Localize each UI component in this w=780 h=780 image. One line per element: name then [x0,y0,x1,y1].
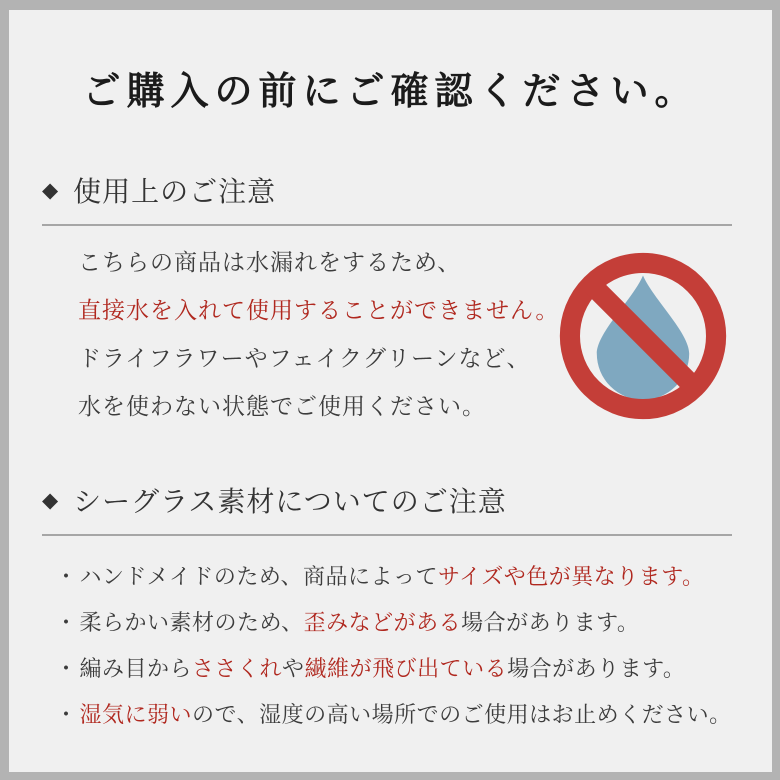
item-text [80,646,686,692]
bullet-dot-icon: ・ [55,656,78,681]
item-text-warning: 歪みなどがある [303,610,462,635]
item-text [80,554,705,600]
section-usage-header [42,170,732,210]
item-text-warning: サイズや色が異なります。 [437,564,705,589]
item-text-plain: 場合があります。 [507,656,686,681]
usage-body [42,238,732,430]
bullet-dot-icon: ・ [55,564,78,589]
usage-text [42,238,559,430]
section-material-header [42,480,732,520]
item-text-plain: 柔らかい素材のため、 [79,610,304,635]
list-item [55,692,732,738]
material-bullet-list [42,554,732,738]
item-text-plain: 編み目から [79,656,193,681]
item-text-plain: ので、湿度の高い場所でのご使用はお止めください。 [192,702,732,727]
usage-line-3: ドライフラワーやフェイクグリーンなど、 [78,345,531,371]
usage-line-1: こちらの商品は水漏れをするため、 [78,249,462,275]
no-water-icon [559,252,727,420]
section-usage [42,170,732,430]
item-text-warning: ささくれ [192,656,283,681]
item-text-plain: 場合があります。 [461,610,640,635]
item-text-plain: や [282,656,305,681]
item-text-warning: 湿気に弱い [79,702,193,727]
section-divider [42,224,732,226]
section-material-heading: シーグラス素材についてのご注意 [73,486,507,517]
bullet-dot-icon: ・ [55,610,78,635]
section-usage-heading: 使用上のご注意 [73,176,277,207]
usage-line-2-warning: 直接水を入れて使用することができません。 [78,297,560,323]
diamond-icon: ◆ [42,178,59,202]
usage-line-4: 水を使わない状態でご使用ください。 [78,393,486,419]
list-item [55,646,732,692]
diamond-icon: ◆ [42,488,59,512]
list-item [55,600,732,646]
list-item [55,554,732,600]
item-text [80,600,640,646]
bullet-dot-icon: ・ [55,702,78,727]
page-title: ご購入の前にご確認ください。 [82,71,699,113]
notice-panel [9,10,772,772]
section-divider [42,534,732,536]
section-material [42,480,732,738]
item-text-plain: ハンドメイドのため、商品によって [79,564,438,589]
item-text [80,692,732,738]
item-text-warning: 繊維が飛び出ている [304,656,508,681]
